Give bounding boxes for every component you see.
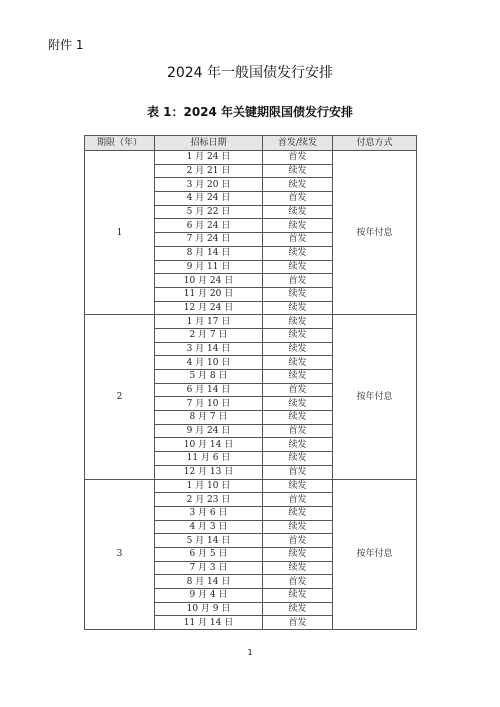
issue-type-cell: 续发 bbox=[263, 287, 333, 301]
auction-date-cell: 3 月 6 日 bbox=[155, 506, 263, 520]
issue-type-cell: 首发 bbox=[263, 424, 333, 438]
issue-type-cell: 续发 bbox=[263, 178, 333, 192]
term-cell: 3 bbox=[85, 479, 155, 630]
header-auction-date: 招标日期 bbox=[155, 136, 263, 151]
issue-type-cell: 首发 bbox=[263, 274, 333, 288]
auction-date-cell: 11 月 20 日 bbox=[155, 287, 263, 301]
issue-type-cell: 续发 bbox=[263, 370, 333, 384]
auction-date-cell: 3 月 14 日 bbox=[155, 342, 263, 356]
auction-date-cell: 5 月 14 日 bbox=[155, 534, 263, 548]
auction-date-cell: 6 月 14 日 bbox=[155, 383, 263, 397]
auction-date-cell: 7 月 24 日 bbox=[155, 233, 263, 247]
issue-type-cell: 首发 bbox=[263, 616, 333, 630]
payment-method-cell: 按年付息 bbox=[333, 151, 417, 315]
payment-method-cell: 按年付息 bbox=[333, 479, 417, 630]
issue-type-cell: 首发 bbox=[263, 192, 333, 206]
issue-type-cell: 续发 bbox=[263, 547, 333, 561]
table-header-row bbox=[85, 136, 417, 151]
page-number: 1 bbox=[247, 648, 253, 657]
auction-date-cell: 1 月 17 日 bbox=[155, 315, 263, 329]
auction-date-cell: 5 月 22 日 bbox=[155, 205, 263, 219]
issue-type-cell: 首发 bbox=[263, 151, 333, 165]
table-row bbox=[85, 151, 417, 165]
issue-type-cell: 续发 bbox=[263, 205, 333, 219]
issue-type-cell: 首发 bbox=[263, 534, 333, 548]
issue-type-cell: 续发 bbox=[263, 342, 333, 356]
issue-type-cell: 续发 bbox=[263, 438, 333, 452]
issue-type-cell: 续发 bbox=[263, 397, 333, 411]
auction-date-cell: 10 月 9 日 bbox=[155, 602, 263, 616]
header-payment-method: 付息方式 bbox=[333, 136, 417, 151]
term-cell: 1 bbox=[85, 151, 155, 315]
issue-type-cell: 续发 bbox=[263, 219, 333, 233]
auction-date-cell: 8 月 14 日 bbox=[155, 575, 263, 589]
auction-date-cell: 10 月 14 日 bbox=[155, 438, 263, 452]
issue-type-cell: 续发 bbox=[263, 506, 333, 520]
issue-type-cell: 续发 bbox=[263, 411, 333, 425]
document-title: 2024 年一般国债发行安排 bbox=[166, 65, 334, 81]
auction-date-cell: 2 月 23 日 bbox=[155, 493, 263, 507]
auction-date-cell: 4 月 24 日 bbox=[155, 192, 263, 206]
auction-date-cell: 4 月 10 日 bbox=[155, 356, 263, 370]
table-body bbox=[85, 151, 417, 630]
issue-type-cell: 首发 bbox=[263, 465, 333, 479]
issue-type-cell: 续发 bbox=[263, 301, 333, 315]
table-row bbox=[85, 479, 417, 493]
issue-type-cell: 首发 bbox=[263, 233, 333, 247]
auction-date-cell: 7 月 10 日 bbox=[155, 397, 263, 411]
auction-date-cell: 12 月 13 日 bbox=[155, 465, 263, 479]
auction-date-cell: 1 月 10 日 bbox=[155, 479, 263, 493]
auction-date-cell: 9 月 11 日 bbox=[155, 260, 263, 274]
issue-type-cell: 续发 bbox=[263, 315, 333, 329]
auction-date-cell: 9 月 24 日 bbox=[155, 424, 263, 438]
table-row bbox=[85, 315, 417, 329]
auction-date-cell: 11 月 6 日 bbox=[155, 452, 263, 466]
auction-date-cell: 11 月 14 日 bbox=[155, 616, 263, 630]
auction-date-cell: 9 月 4 日 bbox=[155, 589, 263, 603]
auction-date-cell: 8 月 14 日 bbox=[155, 246, 263, 260]
auction-date-cell: 1 月 24 日 bbox=[155, 151, 263, 165]
table-title: 表 1：2024 年关键期限国债发行安排 bbox=[146, 105, 354, 119]
issuance-schedule-table bbox=[84, 135, 417, 630]
auction-date-cell: 8 月 7 日 bbox=[155, 411, 263, 425]
header-issue-type: 首发/续发 bbox=[263, 136, 333, 151]
issue-type-cell: 续发 bbox=[263, 260, 333, 274]
auction-date-cell: 2 月 21 日 bbox=[155, 164, 263, 178]
issue-type-cell: 续发 bbox=[263, 246, 333, 260]
auction-date-cell: 4 月 3 日 bbox=[155, 520, 263, 534]
auction-date-cell: 6 月 24 日 bbox=[155, 219, 263, 233]
issue-type-cell: 首发 bbox=[263, 493, 333, 507]
issue-type-cell: 续发 bbox=[263, 479, 333, 493]
auction-date-cell: 12 月 24 日 bbox=[155, 301, 263, 315]
issue-type-cell: 续发 bbox=[263, 589, 333, 603]
issue-type-cell: 首发 bbox=[263, 383, 333, 397]
auction-date-cell: 3 月 20 日 bbox=[155, 178, 263, 192]
issue-type-cell: 续发 bbox=[263, 602, 333, 616]
auction-date-cell: 10 月 24 日 bbox=[155, 274, 263, 288]
payment-method-cell: 按年付息 bbox=[333, 315, 417, 479]
auction-date-cell: 6 月 5 日 bbox=[155, 547, 263, 561]
issue-type-cell: 续发 bbox=[263, 328, 333, 342]
header-term: 期限（年） bbox=[85, 136, 155, 151]
auction-date-cell: 5 月 8 日 bbox=[155, 370, 263, 384]
issue-type-cell: 续发 bbox=[263, 520, 333, 534]
attachment-label: 附件 1 bbox=[48, 38, 84, 52]
auction-date-cell: 7 月 3 日 bbox=[155, 561, 263, 575]
issue-type-cell: 续发 bbox=[263, 561, 333, 575]
issue-type-cell: 首发 bbox=[263, 575, 333, 589]
issue-type-cell: 续发 bbox=[263, 164, 333, 178]
issue-type-cell: 续发 bbox=[263, 452, 333, 466]
term-cell: 2 bbox=[85, 315, 155, 479]
issue-type-cell: 续发 bbox=[263, 356, 333, 370]
auction-date-cell: 2 月 7 日 bbox=[155, 328, 263, 342]
